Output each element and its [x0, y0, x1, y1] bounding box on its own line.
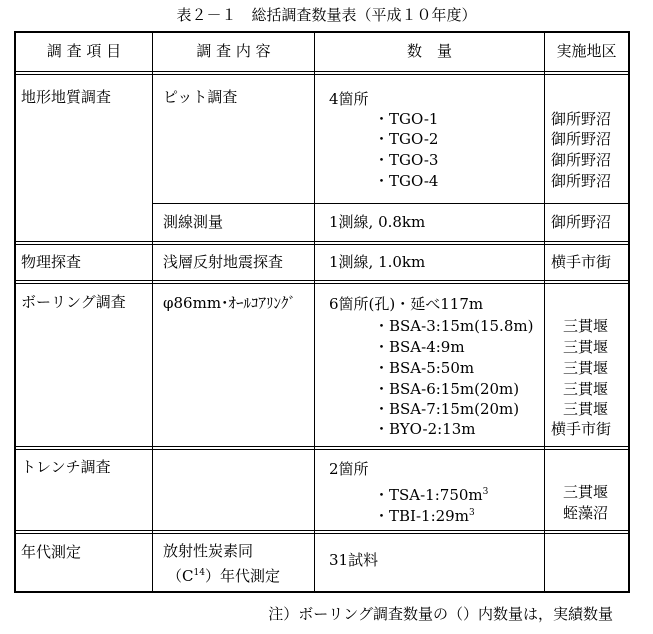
header-area: 実施地区	[556, 42, 617, 60]
area-label: 三貫堰	[563, 338, 609, 356]
area-label: 蛭藻沼	[563, 504, 609, 522]
quantity-line: 1測線, 1.0km	[329, 253, 426, 271]
quantity-line: ・BSA-7:15m(20m)	[374, 400, 520, 418]
area-label: 御所野沼	[551, 130, 612, 148]
column-divider	[544, 33, 545, 591]
quantity-line: ・TGO-3	[374, 151, 439, 169]
quantity-line: ・BSA-3:15m(15.8m)	[374, 317, 534, 335]
row-divider	[16, 241, 628, 242]
survey-quantity-table	[14, 31, 630, 593]
row-divider	[16, 244, 628, 245]
column-divider	[314, 33, 315, 591]
item-label: トレンチ調査	[21, 458, 111, 476]
item-label: 地形地質調査	[21, 88, 112, 106]
footnote: 注）ボーリング調査数量の（）内数量は，実績数量	[268, 605, 613, 623]
quantity-line: 2箇所	[329, 460, 369, 478]
quantity-line: ・TGO-4	[374, 172, 439, 190]
content-label: φ86mm･ｵｰﾙｺｱﾘﾝｸﾞ	[163, 294, 297, 312]
row-divider	[152, 203, 628, 204]
area-label: 御所野沼	[551, 110, 612, 128]
column-divider	[152, 33, 153, 591]
area-label: 御所野沼	[551, 151, 612, 169]
quantity-line: ・TGO-2	[374, 130, 439, 148]
quantity-line: ・TSA-$1:750m^3$	[374, 486, 489, 504]
quantity-line: ・BSA-4:9m	[374, 338, 465, 356]
quantity-line: ・BSA-6:15m(20m)	[374, 380, 520, 398]
row-divider	[16, 446, 628, 447]
row-divider	[16, 530, 628, 531]
quantity-line: ・TGO-1	[374, 110, 439, 128]
row-divider	[16, 533, 628, 534]
content-label: 放射性炭素同	[163, 542, 254, 560]
quantity-line: 1測線, 0.8km	[329, 213, 426, 231]
header-content: 調 査 内 容	[196, 42, 271, 60]
header-double-line	[16, 71, 628, 72]
content-label: 測線測量	[163, 213, 224, 231]
quantity-line: ・BSA-5:50m	[374, 359, 475, 377]
area-label: 三貫堰	[563, 359, 609, 377]
item-label: ボーリング調査	[21, 293, 126, 311]
row-divider	[16, 449, 628, 450]
content-label: $(C^{14})$年代測定	[167, 567, 280, 585]
quantity-line: 4箇所	[329, 90, 369, 108]
area-label: 横手市街	[551, 253, 612, 271]
area-label: 三貫堰	[563, 380, 609, 398]
area-label: 御所野沼	[551, 213, 612, 231]
area-label: 横手市街	[551, 420, 612, 438]
row-divider	[16, 283, 628, 284]
area-label: 三貫堰	[563, 400, 609, 418]
area-label: 三貫堰	[563, 483, 609, 501]
header-item: 調 査 項 目	[46, 42, 122, 60]
item-label: 物理探査	[21, 253, 82, 271]
row-divider	[16, 280, 628, 281]
area-label: 御所野沼	[551, 172, 612, 190]
quantity-line: ・TBI-$1:29m^3$	[374, 507, 475, 525]
table-title: 表２－１ 総括調査数量表（平成１０年度）	[176, 6, 477, 24]
area-label: 三貫堰	[563, 317, 609, 335]
content-label: ピット調査	[163, 88, 238, 106]
quantity-line: ・BYO-2:13m	[374, 420, 476, 438]
item-label: 年代測定	[21, 543, 82, 561]
quantity-line: 31試料	[329, 551, 379, 569]
content-label: 浅層反射地震探査	[163, 253, 284, 271]
quantity-line: 6箇所(孔)・延べ117m	[329, 295, 484, 313]
header-quantity: 数 量	[406, 42, 452, 60]
header-double-line	[16, 74, 628, 75]
